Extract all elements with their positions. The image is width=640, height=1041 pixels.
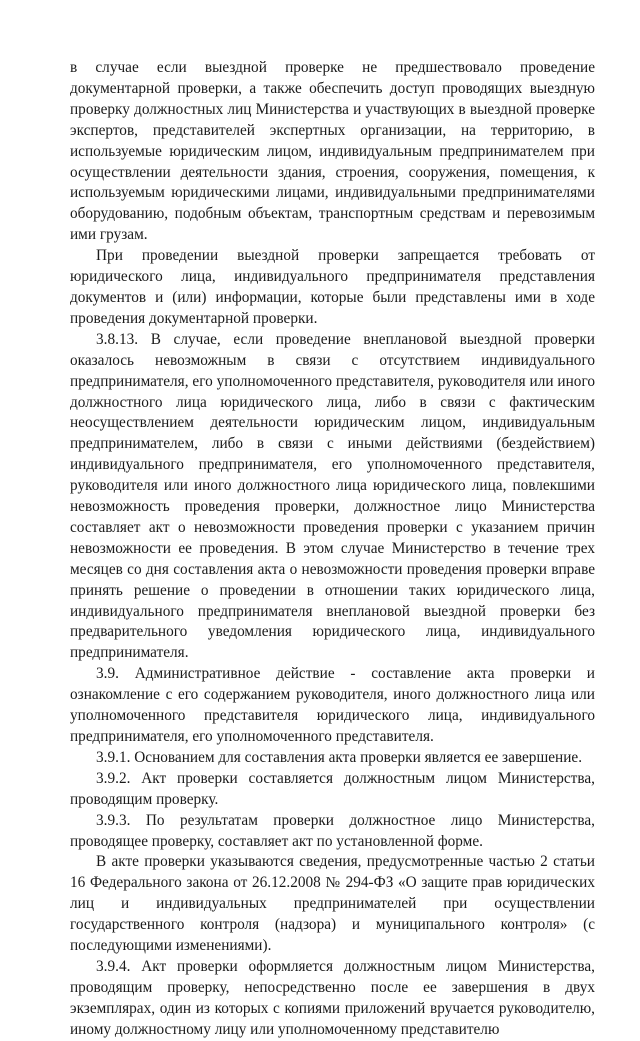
paragraph-3-9-4: 3.9.4. Акт проверки оформляется должностным лицом Министерства, проводящим проверку, непосредственно после ее завершения в двух экземплярах, один из которых с копиями приложений вручается руководителю, иному должностному лицу или уполномоченному представителю: [70, 957, 595, 1038]
paragraph-3-9-3: 3.9.3. По результатам проверки должностное лицо Министерства, проводящее проверку, составляет акт по установленной форме.: [70, 811, 595, 850]
paragraph-3-9-1: 3.9.1. Основанием для составления акта проверки является ее завершение.: [96, 748, 583, 766]
paragraph-3-9-2: 3.9.2. Акт проверки составляется должностным лицом Министерства, проводящим проверку.: [70, 769, 595, 808]
paragraph-access-obligation: в случае если выездной проверке не предшествовало проведение документарной проверки, а также обеспечить доступ проводящих выездную проверку должностных лиц Министерства и участвующих в выездной проверке экспертов, представителей экспертных организации, на территорию, в используемые юридическим лицом, индивидуальным предпринимателем при осуществлении деятельности здания, строения, сооружения, помещения, к используемым юридическими лицами, индивидуальными предпринимателями оборудованию, подобным объектам, транспортным средствам и перевозимым ими грузам.: [70, 59, 595, 244]
paragraph-3-9: 3.9. Административное действие - составление акта проверки и ознакомление с его содержанием руководителя, иного должностного лица или уполномоченного представителя юридического лица, индивидуального предпринимателя, его уполномоченного представителя.: [70, 665, 595, 745]
paragraph-act-contents: В акте проверки указываются сведения, предусмотренные частью 2 статьи 16 Федерального закона от 26.12.2008 № 294-ФЗ «О защите прав юридических лиц и индивидуальных предпринимателей при осуществлении государственного контроля (надзора) и муниципального контроля» (с последующими изменениями).: [70, 853, 595, 955]
document-page: [70, 58, 595, 1041]
paragraph-3-8-13: 3.8.13. В случае, если проведение внеплановой выездной проверки оказалось невозможным в связи с отсутствием индивидуального предпринимателя, его уполномоченного представителя, руководителя или иного должностного лица юридического лица, либо в связи с фактическим неосуществлением деятельности юридическим лицом, индивидуальным предпринимателем, либо в связи с иными действиями (бездействием) индивидуального предпринимателя, его уполномоченного представителя, руководителя или иного должностного лица юридического лица, повлекшими невозможность проведения проверки, должностное лицо Министерства составляет акт о невозможности проведения проверки с указанием причин невозможности ее проведения. В этом случае Министерство в течение трех месяцев со дня составления акта о невозможности проведения проверки вправе принять решение о проведении в отношении таких юридического лица, индивидуального предпринимателя внеплановой выездной проверки без предварительного уведомления юридического лица, индивидуального предпринимателя.: [70, 330, 595, 662]
paragraph-prohibition: При проведении выездной проверки запрещается требовать от юридического лица, индивидуального предпринимателя представления документов и (или) информации, которые были представлены ими в ходе проведения документарной проверки.: [70, 247, 595, 327]
